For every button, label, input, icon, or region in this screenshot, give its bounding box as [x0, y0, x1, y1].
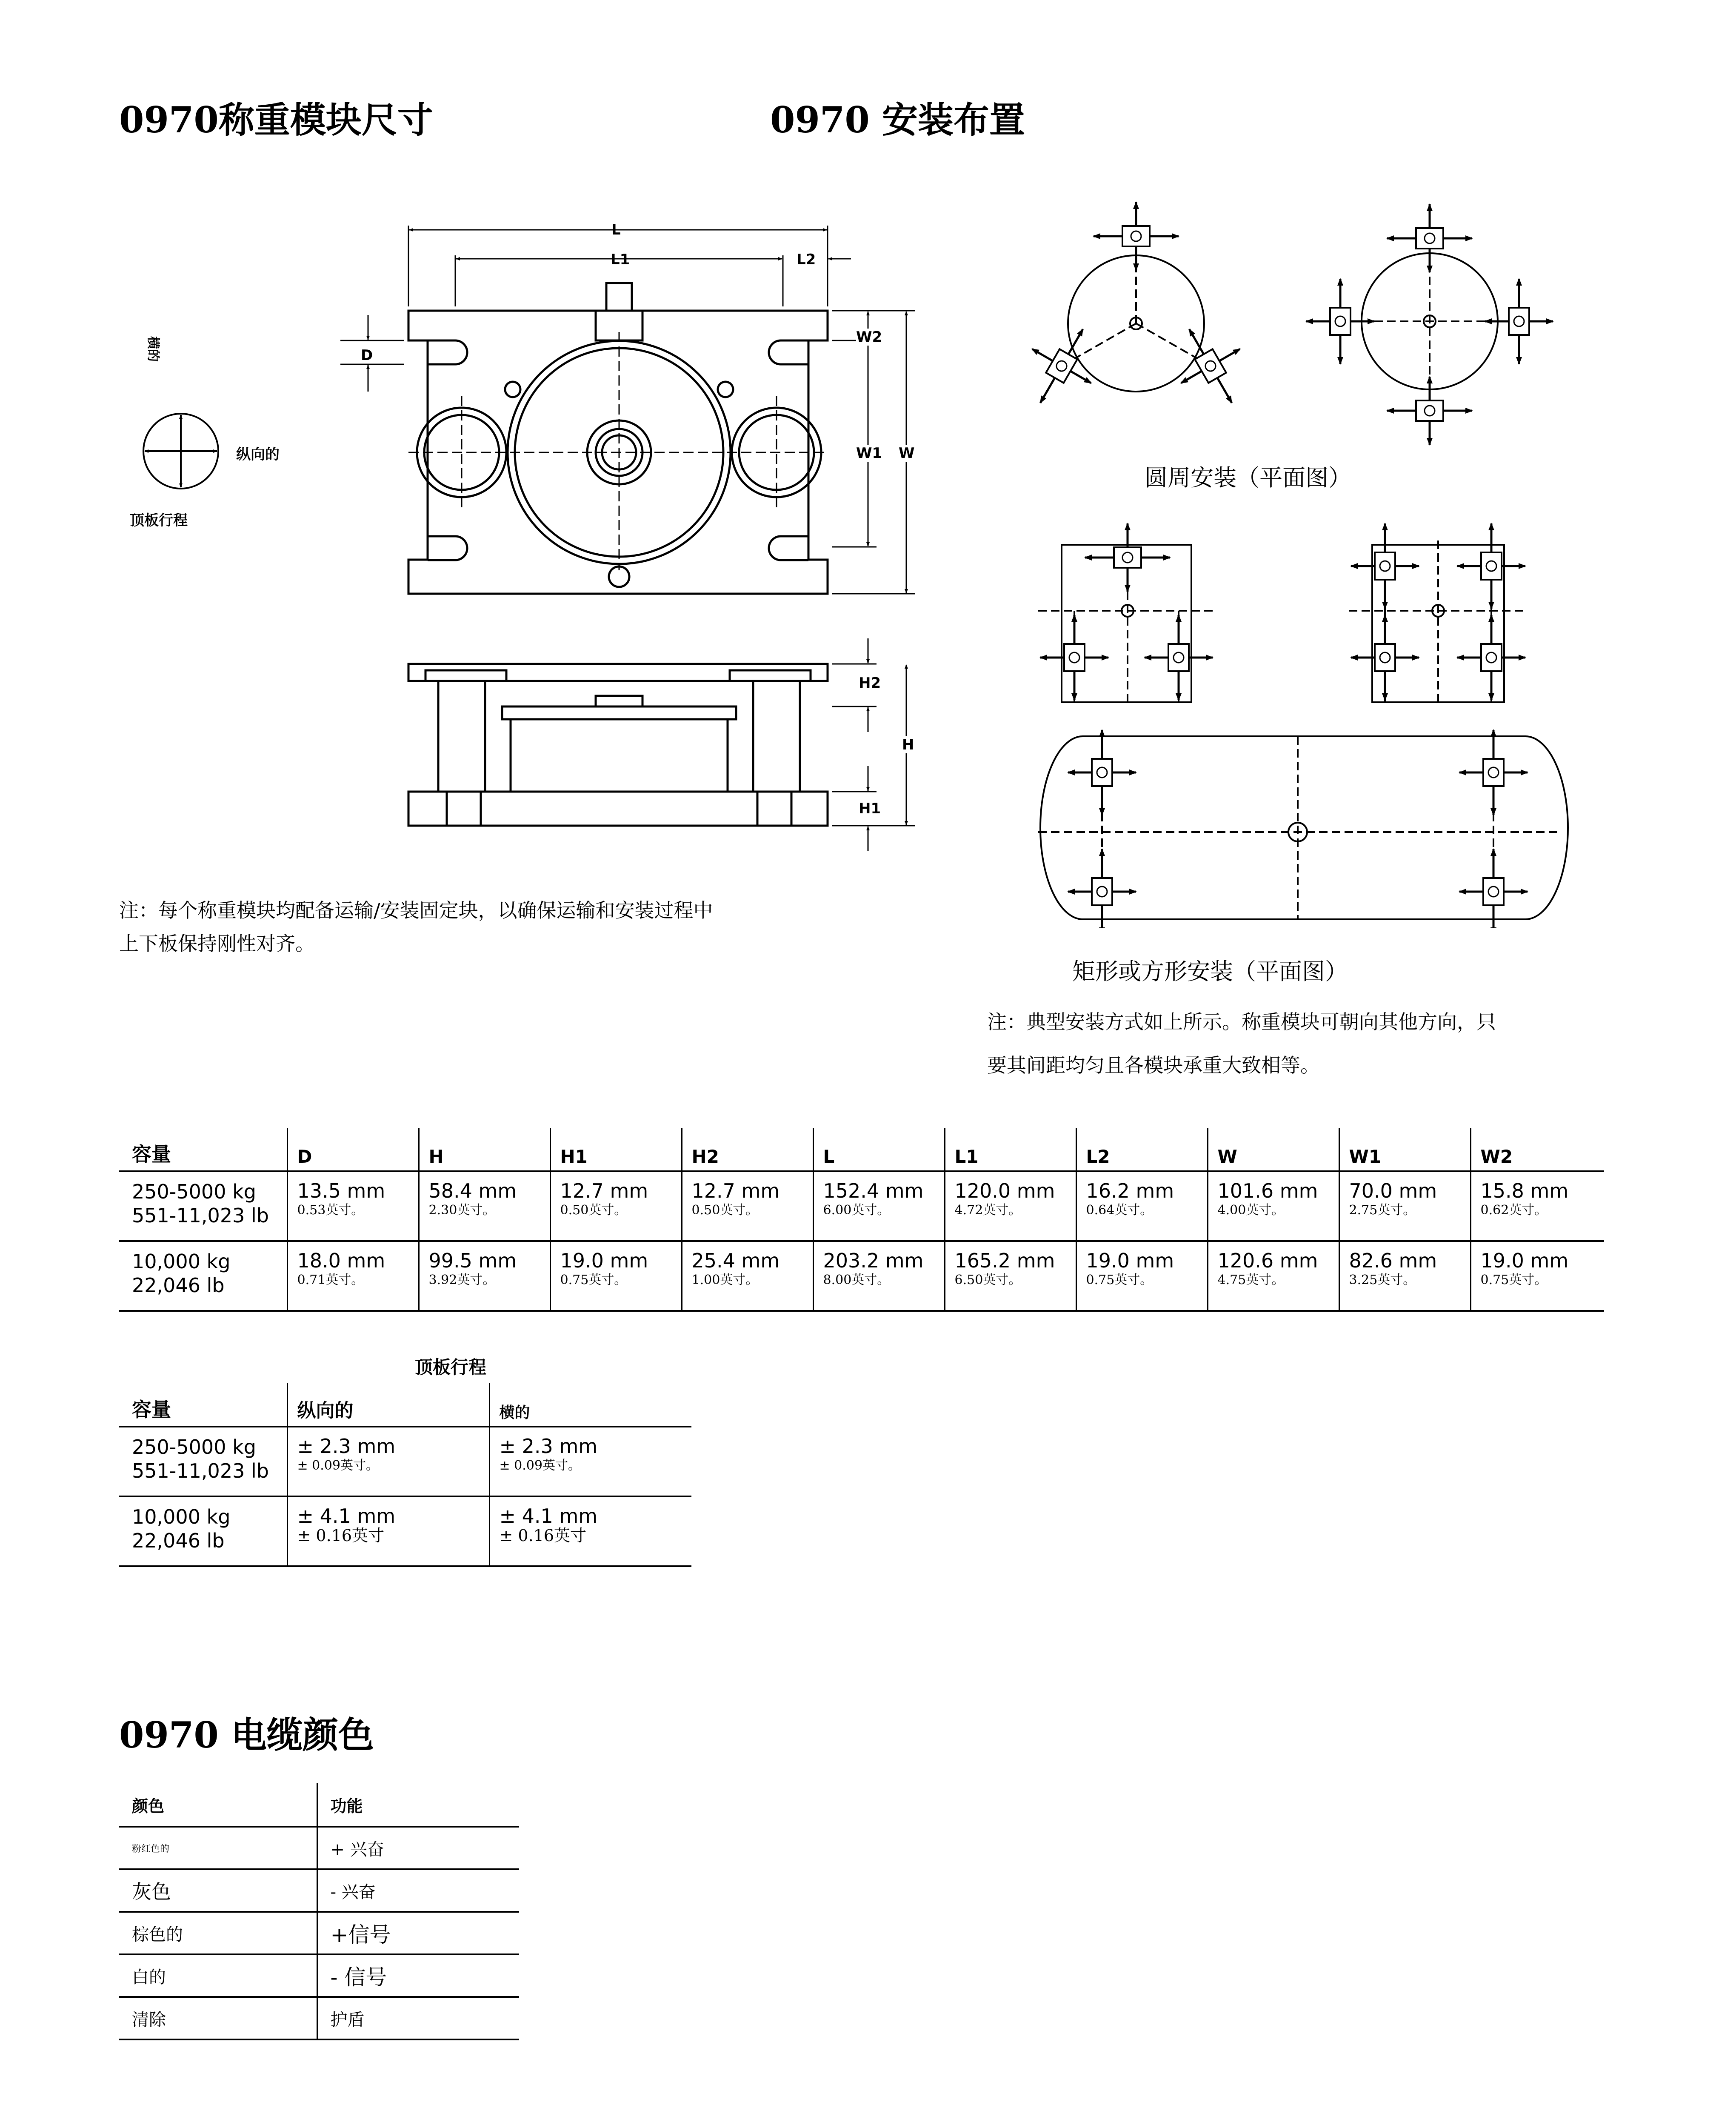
label-transverse: 横的: [146, 336, 160, 362]
function-cell: - 兴奋: [317, 1869, 519, 1912]
dim-label-D: D: [361, 347, 373, 364]
value-cell: 12.7 mm 0.50英寸。: [550, 1171, 682, 1241]
dim-label-W: W: [899, 445, 915, 462]
value-cell: 120.6 mm 4.75英寸。: [1208, 1241, 1339, 1311]
color-cell: 棕色的: [119, 1912, 317, 1954]
value-cell: ± 4.1 mm ± 0.16英寸: [489, 1496, 691, 1566]
value-cell: 18.0 mm 0.71英寸。: [287, 1241, 419, 1311]
oblong-layout-four: [1038, 730, 1568, 928]
col-header-W: W: [1208, 1128, 1339, 1171]
rect-layout-three: [1038, 523, 1213, 702]
col-header-L: L: [813, 1128, 945, 1171]
value-cell: ± 2.3 mm ± 0.09英寸。: [489, 1427, 691, 1496]
col-header-L2: L2: [1076, 1128, 1208, 1171]
dim-label-H: H: [902, 736, 914, 753]
col-header-capacity: 容量: [119, 1383, 287, 1427]
col-header-D: D: [287, 1128, 419, 1171]
heading-layout: 0970 安装布置: [770, 99, 1025, 141]
col-header-longitudinal: 纵向的: [287, 1383, 489, 1427]
value-cell: 19.0 mm 0.75英寸。: [1076, 1241, 1208, 1311]
table-row: [119, 1427, 691, 1496]
capacity-cell: 10,000 kg 22,046 lb: [119, 1496, 287, 1566]
value-cell: 15.8 mm 0.62英寸。: [1470, 1171, 1604, 1241]
table-row: [119, 1954, 519, 1997]
value-cell: 13.5 mm 0.53英寸。: [287, 1171, 419, 1241]
col-header-transverse: 横的: [489, 1383, 691, 1427]
travel-table: [119, 1383, 691, 1567]
capacity-cell: 10,000 kg 22,046 lb: [119, 1241, 287, 1311]
function-cell: - 信号: [317, 1954, 519, 1997]
circular-layout-four: [1306, 204, 1553, 445]
col-header-H1: H1: [550, 1128, 682, 1171]
side-view: [408, 664, 828, 826]
dim-label-W1: W1: [856, 445, 882, 462]
value-cell: 12.7 mm 0.50英寸。: [682, 1171, 813, 1241]
dim-label-W2: W2: [856, 329, 882, 346]
rect-layout-four: [1349, 523, 1525, 702]
col-header-L1: L1: [945, 1128, 1076, 1171]
dim-label-L1: L1: [611, 251, 630, 268]
color-cell: 灰色: [119, 1869, 317, 1912]
col-header-H2: H2: [682, 1128, 813, 1171]
dim-label-L: L: [611, 221, 621, 238]
value-cell: 19.0 mm 0.75英寸。: [1470, 1241, 1604, 1311]
table-row: [119, 1496, 691, 1566]
table-row: [119, 1869, 519, 1912]
dim-label-L2: L2: [797, 251, 816, 268]
cable-color-table: [119, 1783, 519, 2040]
value-cell: ± 2.3 mm ± 0.09英寸。: [287, 1427, 489, 1496]
value-cell: 82.6 mm 3.25英寸。: [1339, 1241, 1470, 1311]
value-cell: 101.6 mm 4.00英寸。: [1208, 1171, 1339, 1241]
color-cell: 白的: [119, 1954, 317, 1997]
value-cell: 152.4 mm 6.00英寸。: [813, 1171, 945, 1241]
travel-table-caption: 顶板行程: [415, 1357, 487, 1378]
color-cell: 清除: [119, 1997, 317, 2039]
function-cell: + 兴奋: [317, 1827, 519, 1869]
label-top-plate-travel: 顶板行程: [130, 512, 188, 529]
capacity-cell: 250-5000 kg 551-11,023 lb: [119, 1427, 287, 1496]
capacity-cell: 250-5000 kg 551-11,023 lb: [119, 1171, 287, 1241]
col-header-W1: W1: [1339, 1128, 1470, 1171]
color-cell: 粉红色的: [119, 1827, 317, 1869]
col-header-function: 功能: [317, 1783, 519, 1827]
value-cell: 25.4 mm 1.00英寸。: [682, 1241, 813, 1311]
heading-dimensions: 0970称重模块尺寸: [119, 99, 433, 141]
value-cell: 203.2 mm 8.00英寸。: [813, 1241, 945, 1311]
heading-cable: 0970 电缆颜色: [119, 1714, 374, 1756]
value-cell: 120.0 mm 4.72英寸。: [945, 1171, 1076, 1241]
travel-direction-symbol: [143, 414, 218, 489]
table-row: [119, 1241, 1604, 1311]
value-cell: 70.0 mm 2.75英寸。: [1339, 1171, 1470, 1241]
dimension-table: [119, 1128, 1604, 1312]
value-cell: 165.2 mm 6.50英寸。: [945, 1241, 1076, 1311]
dim-label-H1: H1: [859, 800, 881, 817]
value-cell: 99.5 mm 3.92英寸。: [419, 1241, 550, 1311]
note-layout: 注：典型安装方式如上所示。称重模块可朝向其他方向，只 要其间距均匀且各模块承重大致相等。: [987, 1010, 1496, 1077]
table-row: [119, 1912, 519, 1954]
col-header-H: H: [419, 1128, 550, 1171]
value-cell: 19.0 mm 0.75英寸。: [550, 1241, 682, 1311]
value-cell: ± 4.1 mm ± 0.16英寸: [287, 1496, 489, 1566]
travel-table-header: [119, 1383, 691, 1427]
value-cell: 16.2 mm 0.64英寸。: [1076, 1171, 1208, 1241]
table-row: [119, 1827, 519, 1869]
installation-layout-drawing: [1013, 187, 1583, 928]
col-header-capacity: 容量: [119, 1128, 287, 1171]
col-header-color: 颜色: [119, 1783, 317, 1827]
caption-circular: 圆周安装（平面图）: [1145, 464, 1351, 491]
value-cell: 58.4 mm 2.30英寸。: [419, 1171, 550, 1241]
note-dimensions: 注：每个称重模块均配备运输/安装固定块，以确保运输和安装过程中 上下板保持刚性对齐。: [119, 899, 713, 955]
dimension-table-header: [119, 1128, 1604, 1171]
col-header-W2: W2: [1470, 1128, 1604, 1171]
cable-table-header: [119, 1783, 519, 1827]
dim-label-H2: H2: [859, 675, 881, 692]
table-row: [119, 1171, 1604, 1241]
table-row: [119, 1997, 519, 2039]
caption-rectangular: 矩形或方形安装（平面图）: [1072, 958, 1348, 985]
function-cell: +信号: [317, 1912, 519, 1954]
label-longitudinal: 纵向的: [236, 446, 280, 463]
module-dimension-drawing: [111, 204, 945, 868]
function-cell: 护盾: [317, 1997, 519, 2039]
circular-layout-three: [1013, 202, 1261, 420]
